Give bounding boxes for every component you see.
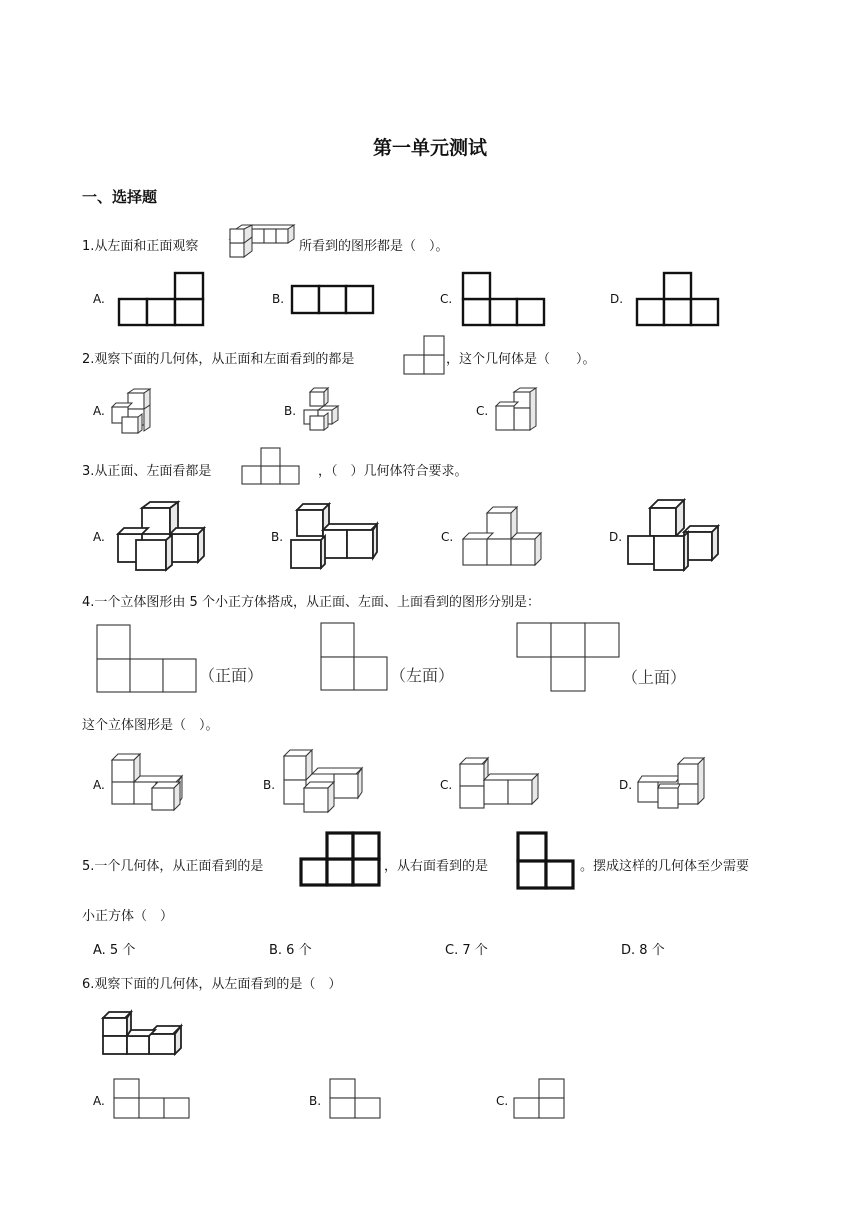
q3-text-before: 3.从正面、左面看都是 [82,464,212,479]
q2-option-c-label: C. [476,404,489,418]
q4-front-label: （正面） [199,666,264,685]
q1-option-d-label: D. [610,292,624,306]
q6-option-b-label: B. [309,1094,322,1108]
q5-right-view [516,831,576,891]
q5-text-after: 。摆成这样的几何体至少需要 [580,859,750,874]
q3-option-c-label: C. [441,530,454,544]
q4-option-d-figure[interactable] [636,756,708,812]
q2-option-a-figure[interactable] [110,387,156,437]
q4-top-label: （上面） [622,668,687,687]
q4-option-c-label: C. [440,778,453,792]
q1-option-b-figure[interactable] [291,285,375,315]
q3-option-b-label: B. [271,530,284,544]
q1-option-c-label: C. [440,292,453,306]
q4-followup: 这个立体图形是（ ）。 [82,718,219,733]
q5-text-middle: ，从右面看到的是 [384,859,489,874]
section-heading: 一、选择题 [82,188,158,206]
q6-option-b-figure[interactable] [328,1077,384,1121]
q6-option-c-label: C. [496,1094,509,1108]
q6-text: 6.观察下面的几何体，从左面看到的是（ ） [82,977,342,992]
q3-option-c-figure[interactable] [459,505,547,569]
q2-option-a-label: A. [93,404,105,418]
q2-text-before: 2.观察下面的几何体，从正面和左面看到的都是 [82,352,355,367]
q6-option-a-label: A. [93,1094,105,1108]
q1-text-before: 1.从左面和正面观察 [82,239,199,254]
q6-option-c-figure[interactable] [512,1077,568,1121]
q4-option-d-label: D. [619,778,633,792]
q4-option-b-label: B. [263,778,276,792]
q3-option-a-figure[interactable] [114,500,206,572]
q6-option-a-figure[interactable] [112,1077,192,1121]
q5-text-line2: 小正方体（ ） [82,909,174,924]
q3-view-figure [241,447,301,487]
q3-option-a-label: A. [93,530,105,544]
q2-option-b-label: B. [284,404,297,418]
q3-option-b-figure[interactable] [287,500,379,572]
q1-option-a-label: A. [93,292,105,306]
q1-option-a-figure[interactable] [118,271,204,327]
q5-option-c[interactable]: C. 7 个 [445,943,488,958]
q5-option-d[interactable]: D. 8 个 [621,943,665,958]
q3-option-d-figure[interactable] [624,498,722,574]
q3-text-after: ，（ ）几何体符合要求。 [318,464,468,479]
q4-left-label: （左面） [390,666,455,685]
q4-text: 4.一个立体图形由 5 个小正方体搭成，从正面、左面、上面看到的图形分别是： [82,595,540,610]
q4-option-c-figure[interactable] [458,756,542,812]
q4-front-view [96,624,198,694]
q4-left-view [320,622,390,692]
q5-front-view [299,831,383,889]
q2-option-c-figure[interactable] [492,386,552,436]
q1-option-d-figure[interactable] [636,271,722,327]
q2-text-after: ，这个几何体是（ ）。 [446,352,596,367]
q1-option-b-label: B. [272,292,285,306]
page-title: 第一单元测试 [372,137,487,159]
q5-option-a[interactable]: A. 5 个 [93,943,136,958]
q1-solid-figure [226,225,296,261]
q4-option-b-figure[interactable] [282,748,366,814]
q1-option-c-figure[interactable] [462,271,548,327]
q4-option-a-label: A. [93,778,105,792]
q1-text-after: 所看到的图形都是（ ）。 [299,239,449,254]
q2-view-figure [403,335,445,377]
q4-option-a-figure[interactable] [110,752,190,812]
q6-solid-figure [101,1010,185,1058]
q4-top-view [516,622,622,694]
q3-option-d-label: D. [609,530,623,544]
q2-option-b-figure[interactable] [300,386,348,436]
q5-option-b[interactable]: B. 6 个 [269,943,312,958]
q5-text-before: 5.一个几何体，从正面看到的是 [82,859,264,874]
